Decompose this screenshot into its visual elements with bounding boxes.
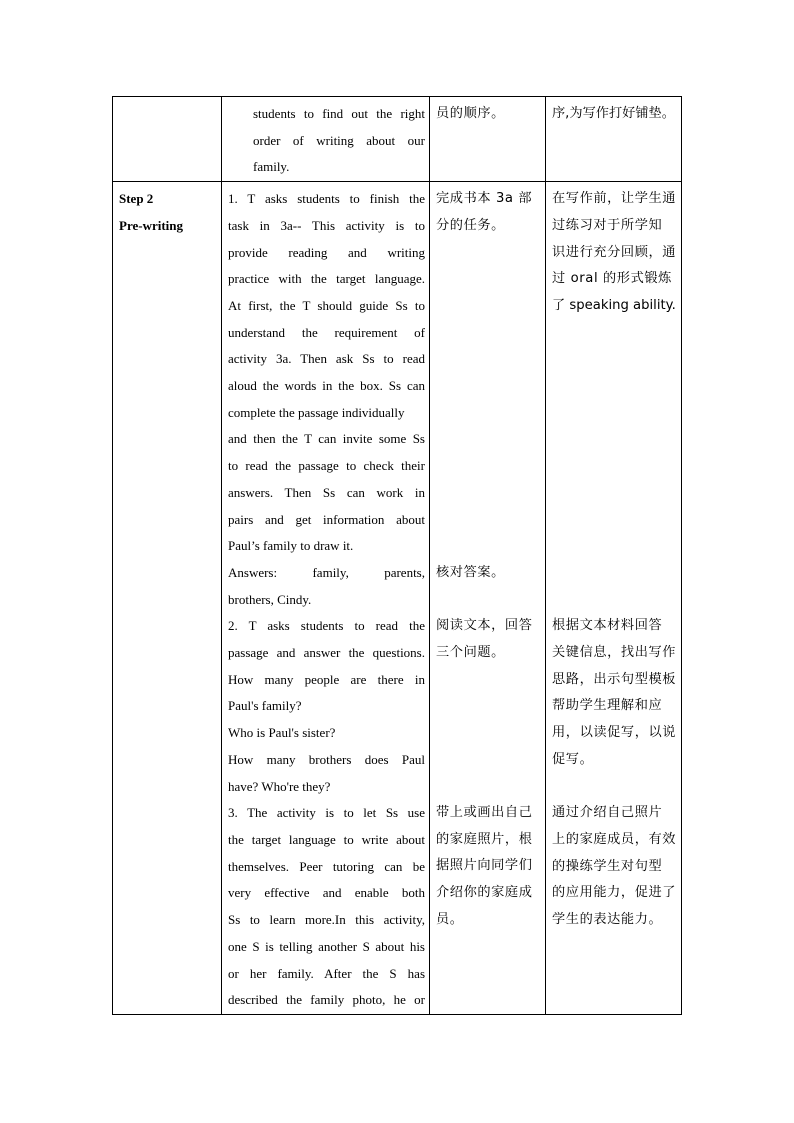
text-line: 学生的表达能力。 (552, 911, 663, 927)
text-line: How many people are there in (228, 671, 425, 687)
text-line: 3. The activity is to let Ss use (228, 805, 425, 821)
text-line: the target language to write about (228, 831, 425, 847)
student-activity-cell (430, 97, 546, 182)
text-line: 员。 (436, 911, 464, 927)
text-line: 在写作前，让学生通 (552, 191, 677, 207)
text-line: themselves. Peer tutoring can be (228, 858, 425, 874)
text-line: 上的家庭成员，有效 (552, 831, 677, 847)
text-line: 2. T asks students to read the (228, 618, 425, 634)
text-line: 帮助学生理解和应 (552, 698, 663, 714)
text-line: Paul’s family to draw it. (228, 538, 354, 554)
text-line: task in 3a-- This activity is to (228, 217, 425, 233)
text-line: 员的顺序。 (436, 106, 505, 121)
text-line: Answers: family, parents, (228, 564, 425, 580)
text-line: 用，以读促写，以说 (552, 725, 677, 740)
step-cell (113, 97, 222, 182)
text-line: Ss to learn more.In this activity, (228, 912, 425, 928)
student-activity-cell (430, 182, 546, 1015)
design-intent-cell (546, 97, 682, 182)
table-row (113, 97, 682, 182)
text-line: 的应用能力，促进了 (552, 885, 677, 901)
text-line: 过练习对于所学知 (552, 217, 663, 233)
text-line: 分的任务。 (436, 217, 505, 233)
text-line: practice with the target language. (228, 271, 425, 287)
text-line: understand the requirement of (228, 324, 425, 340)
text-line: 1. T asks students to finish the (228, 191, 425, 207)
text-line: order of writing about our (253, 132, 425, 148)
teacher-activity-cell (222, 97, 430, 182)
text-line: Who is Paul's sister? (228, 725, 336, 741)
text-line: 促写。 (552, 751, 594, 767)
text-line: activity 3a. Then ask Ss to read (228, 351, 425, 367)
text-line: 的家庭照片，根 (436, 831, 533, 847)
text-line: and then the T can invite some Ss (228, 431, 425, 447)
text-line: pairs and get information about (228, 511, 425, 527)
text-line: 核对答案。 (436, 564, 505, 580)
step-subtitle: Pre-writing (119, 217, 184, 233)
text-line: to read the passage to check their (228, 458, 425, 474)
text-line: provide reading and writing (228, 244, 425, 260)
text-line: 阅读文本，回答 (436, 618, 533, 634)
lesson-plan-table (112, 96, 682, 1015)
step-cell (113, 182, 222, 1015)
text-line: At first, the T should guide Ss to (228, 297, 425, 313)
teacher-activity-cell (222, 182, 430, 1015)
text-line: brothers, Cindy. (228, 591, 312, 607)
text-line: 识进行充分回顾，通 (552, 244, 677, 260)
text-line: 据照片向同学们 (436, 858, 533, 874)
text-line: How many brothers does Paul (228, 751, 425, 767)
text-line: 思路，出示句型模板 (552, 671, 677, 687)
text-line: passage and answer the questions. (228, 645, 425, 661)
text-line: 根据文本材料回答 (552, 618, 663, 634)
text-line: described the family photo, he or (228, 992, 425, 1008)
text-line: Paul's family? (228, 698, 302, 714)
table-row (113, 182, 682, 1015)
text-line: answers. Then Ss can work in (228, 484, 425, 500)
text-line: 通过介绍自己照片 (552, 805, 663, 821)
text-line: 序,为写作打好铺垫。 (552, 106, 675, 121)
text-line: 带上或画出自己 (436, 805, 533, 820)
text-line: 完成书本 3a 部 (436, 191, 533, 207)
text-line: 的操练学生对句型 (552, 858, 663, 874)
text-line: 了 speaking ability. (552, 297, 676, 313)
text-line: 三个问题。 (436, 644, 505, 660)
text-line: very effective and enable both (228, 885, 425, 901)
text-line: 过 oral 的形式锻炼 (552, 271, 672, 287)
text-line: complete the passage individually (228, 404, 405, 420)
design-intent-cell (546, 182, 682, 1015)
text-line: aloud the words in the box. Ss can (228, 378, 425, 394)
text-line: have? Who're they? (228, 778, 331, 794)
text-line: students to find out the right (253, 106, 425, 121)
text-line: family. (253, 159, 290, 175)
step-title: Step 2 (119, 191, 154, 207)
text-line: 介绍你的家庭成 (436, 885, 533, 901)
text-line: 关键信息，找出写作 (552, 644, 677, 660)
text-line: or her family. After the S has (228, 965, 425, 981)
text-line: one S is telling another S about his (228, 938, 425, 954)
